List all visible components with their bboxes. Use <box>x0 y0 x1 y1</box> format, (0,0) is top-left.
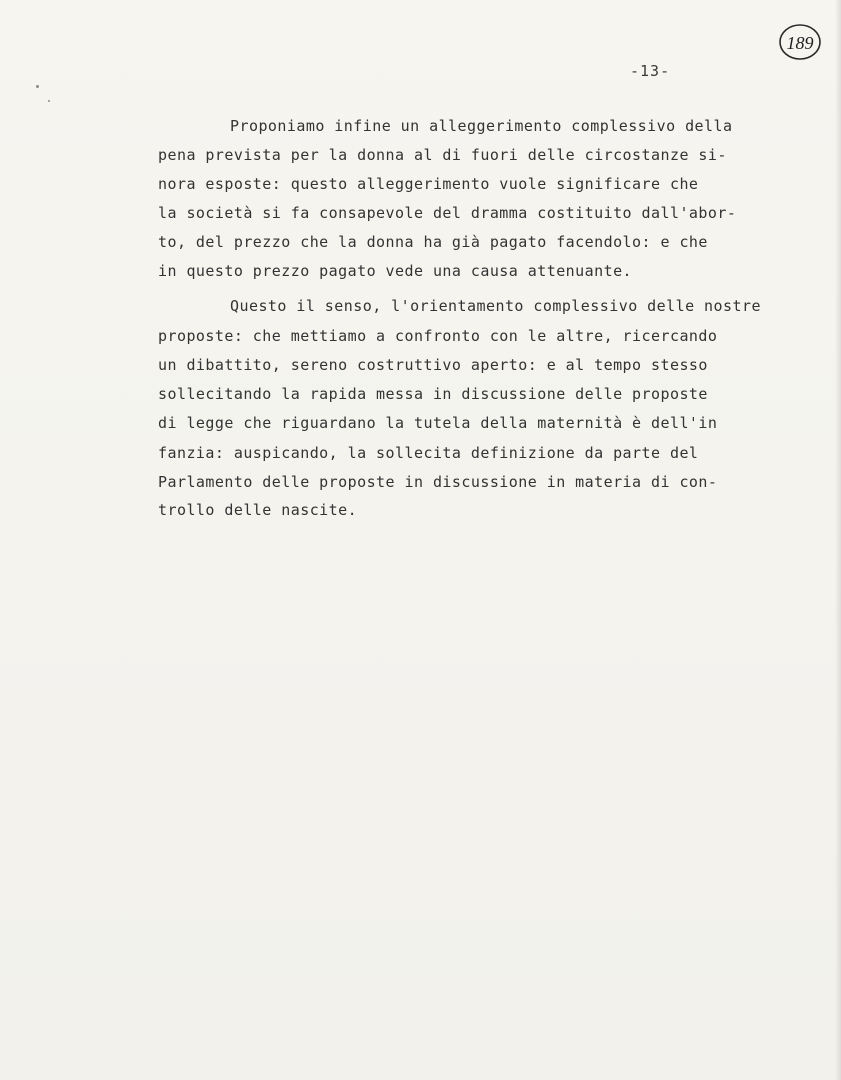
text-line: sollecitando la rapida messa in discussione delle proposte <box>158 385 708 403</box>
text-line: nora esposte: questo alleggerimento vuole significare che <box>158 175 699 193</box>
text-line: la società si fa consapevole del dramma costituito dall'abor- <box>158 204 737 222</box>
text-line: proposte: che mettiamo a confronto con le altre, ricercando <box>158 327 718 345</box>
text-line: trollo delle nascite. <box>158 501 358 519</box>
text-line: to, del prezzo che la donna ha già pagato facendolo: e che <box>158 233 708 251</box>
text-line: in questo prezzo pagato vede una causa attenuante. <box>158 262 633 280</box>
archive-stamp <box>778 22 822 62</box>
text-line: Proponiamo infine un alleggerimento complessivo della <box>230 117 733 135</box>
page-number: -13- <box>630 62 671 80</box>
text-line: pena prevista per la donna al di fuori delle circostanze si- <box>158 146 727 164</box>
text-line: Parlamento delle proposte in discussione in materia di con- <box>158 473 718 491</box>
text-line: un dibattito, sereno costruttivo aperto: e al tempo stesso <box>158 356 708 374</box>
stamp-number: 189 <box>786 33 814 53</box>
text-line: di legge che riguardano la tutela della maternità è dell'in <box>158 414 718 432</box>
page-edge-shadow <box>835 0 841 1080</box>
scan-speck <box>36 85 39 88</box>
text-line: Questo il senso, l'orientamento complessivo delle nostre <box>230 297 761 315</box>
text-line: fanzia: auspicando, la sollecita definizione da parte del <box>158 444 699 462</box>
scan-speck <box>48 100 50 102</box>
